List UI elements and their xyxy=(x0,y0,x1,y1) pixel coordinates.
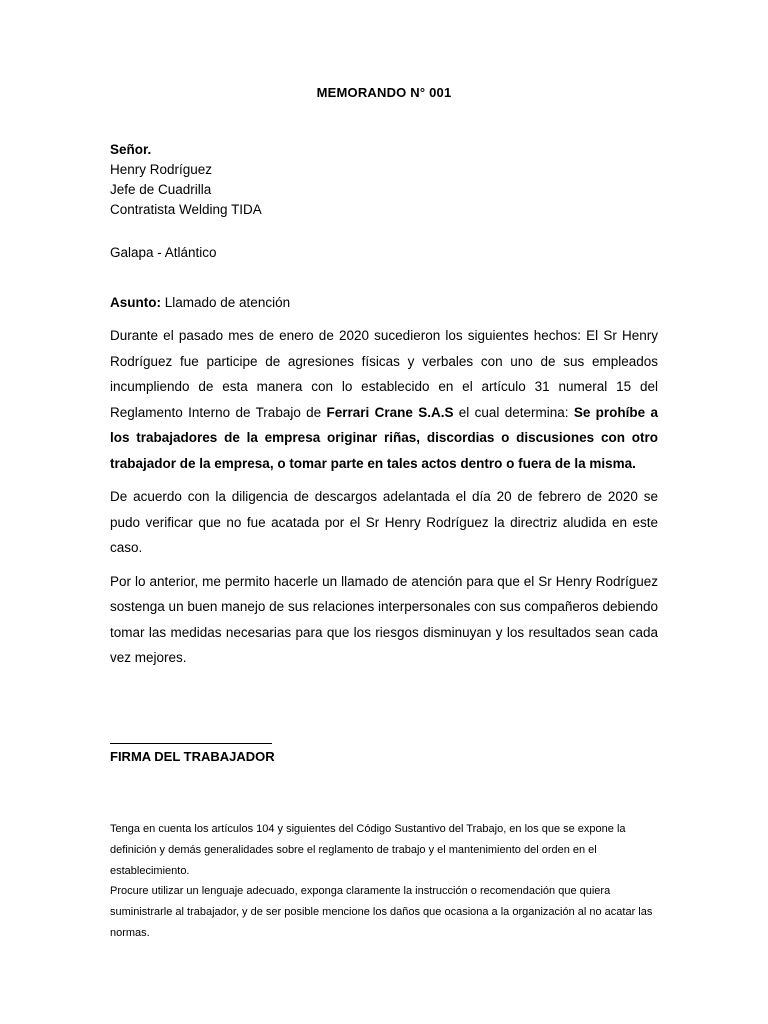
note-language: Procure utilizar un lenguaje adecuado, exponga claramente la instrucción o recomendación que quiera suministrarle al trabajador, y de ser posible mencione los daños que ocasiona a la organización al no acatar las normas. xyxy=(110,885,653,939)
note-articles: Tenga en cuenta los artículos 104 y siguientes del Código Sustantivo del Trabajo, en los que se expone la definición y demás generalidades sobre el reglamento de trabajo y el mantenimiento del orden en el establecimiento. xyxy=(110,823,626,877)
rule-quote: Se prohíbe a los trabajadores de la empresa originar riñas, discordias o discusiones con otro trabajador de la empresa, o tomar parte en tales actos dentro o fuera de la misma. xyxy=(110,404,658,471)
signature-label: FIRMA DEL TRABAJADOR xyxy=(110,749,275,764)
paragraph-facts-text: Durante el pasado mes de enero de 2020 sucedieron los siguientes hechos: El Sr Henry Rodríguez fue participe de agresiones físicas y verbales con uno de sus empleados incumpliendo de esta manera con lo establecido en el artículo 31 numeral 15 del Reglamento Interno de Trabajo de xyxy=(110,328,658,420)
paragraph-facts xyxy=(110,323,658,476)
paragraph-facts-text-2: el cual determina: xyxy=(453,404,574,420)
paragraph-conclusion: Por lo anterior, me permito hacerle un llamado de atención para que el Sr Henry Rodríguez sostenga un buen manejo de sus relaciones interpersonales con sus compañeros debiendo tomar las medidas necesarias para que los riesgos disminuyan y los resultados sean cada vez mejores. xyxy=(110,573,658,665)
memo-title: MEMORANDO N° 001 xyxy=(316,85,452,100)
recipient-company: Contratista Welding TIDA xyxy=(110,202,262,217)
paragraph-descargos: De acuerdo con la diligencia de descargos adelantada el día 20 de febrero de 2020 se pudo verificar que no fue acatada por el Sr Henry Rodríguez la directriz aludida en este caso. xyxy=(110,489,658,555)
recipient-position: Jefe de Cuadrilla xyxy=(110,182,212,197)
recipient-block xyxy=(110,140,262,220)
memo-body xyxy=(110,323,658,671)
recipient-name: Henry Rodríguez xyxy=(110,162,213,177)
signature-line xyxy=(110,743,272,744)
company-name: Ferrari Crane S.A.S xyxy=(326,404,454,420)
subject-text: Llamado de atención xyxy=(161,295,291,310)
subject-label: Asunto: xyxy=(110,295,161,310)
recipient-location: Galapa - Atlántico xyxy=(110,245,217,260)
subject-line xyxy=(110,293,290,313)
salutation: Señor. xyxy=(110,142,152,157)
